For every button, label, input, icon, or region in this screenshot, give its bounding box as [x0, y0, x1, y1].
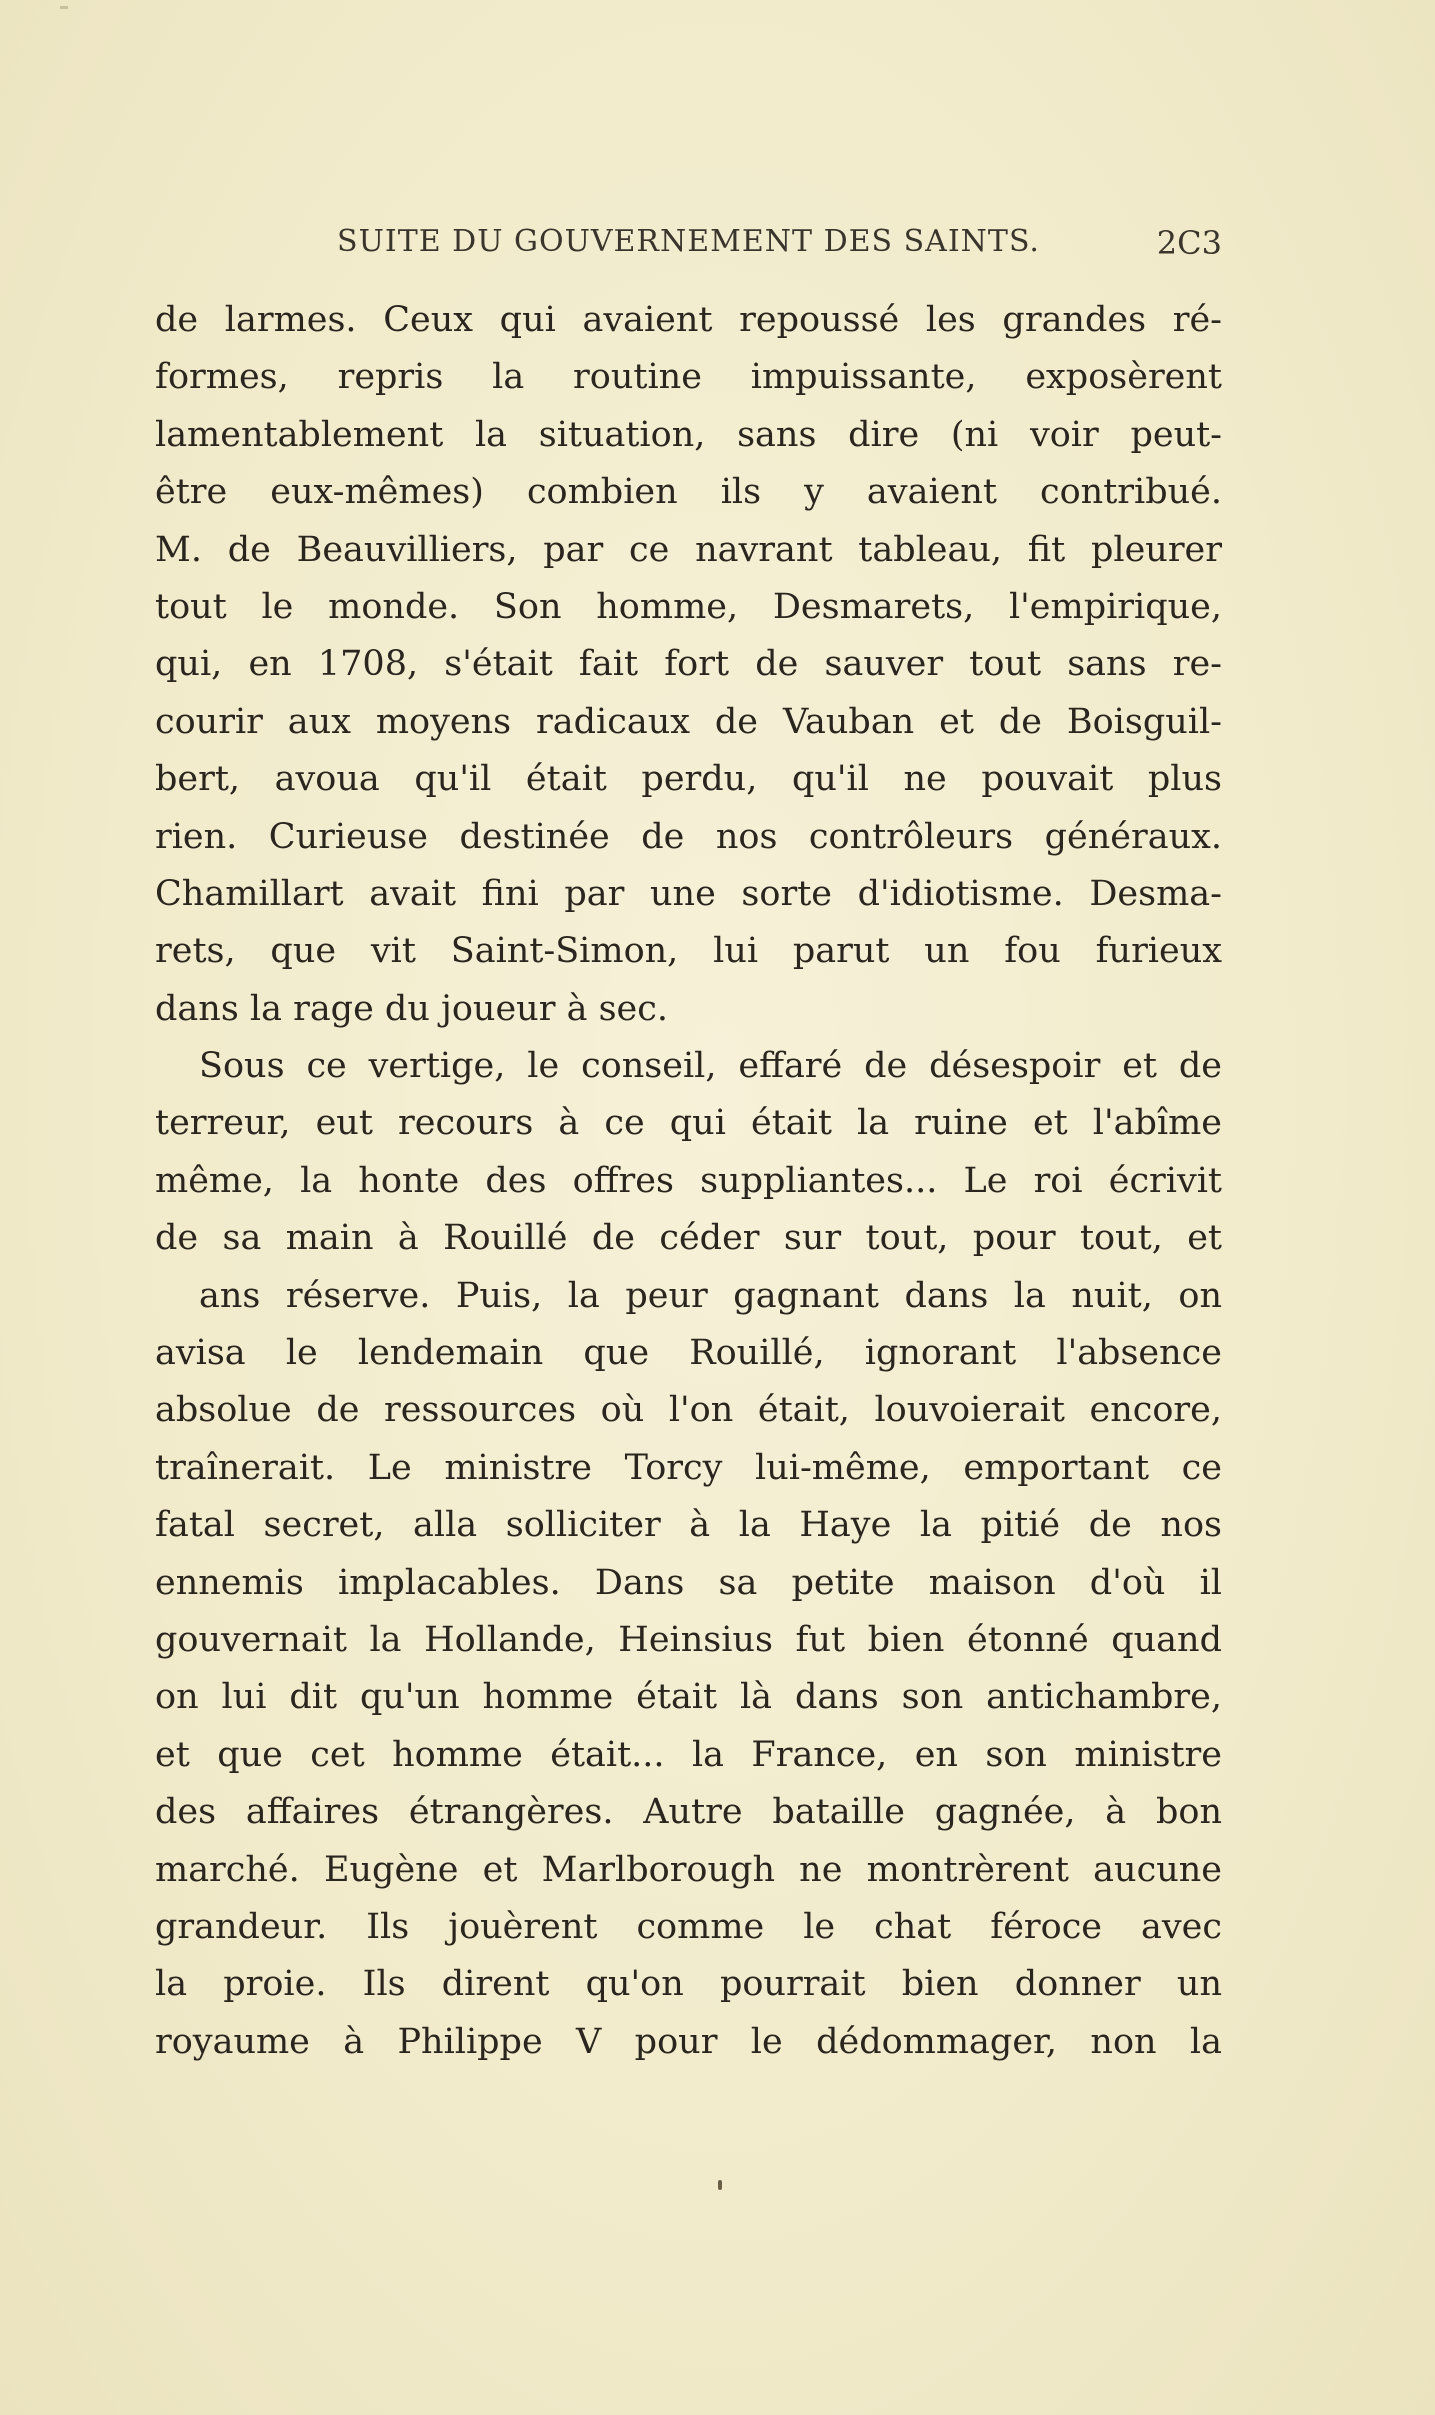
text-line: grandeur. Ils jouèrent comme le chat féroce avec: [155, 1906, 1222, 1947]
text-line: absolue de ressources où l'on était, louvoierait encore,: [155, 1390, 1222, 1431]
text-line: M. de Beauvilliers, par ce navrant tableau, fit pleurer: [155, 529, 1222, 570]
text-line: tout le monde. Son homme, Desmarets, l'empirique,: [155, 586, 1222, 627]
body-text: [155, 292, 1222, 2071]
text-line: fatal secret, alla solliciter à la Haye la pitié de nos: [155, 1505, 1222, 1546]
text-line: de larmes. Ceux qui avaient repoussé les grandes ré-: [155, 300, 1222, 340]
ink-mark: [718, 2180, 722, 2190]
text-line: Chamillart avait fini par une sorte d'idiotisme. Desma-: [155, 873, 1222, 914]
text-line: rets, que vit Saint-Simon, lui parut un fou furieux: [155, 931, 1222, 972]
text-line: lamentablement la situation, sans dire (ni voir peut-: [155, 414, 1222, 455]
text-line: ennemis implacables. Dans sa petite maison d'où il: [155, 1562, 1222, 1603]
text-line: terreur, eut recours à ce qui était la ruine et l'abîme: [155, 1103, 1222, 1144]
text-line: même, la honte des offres suppliantes... Le roi écrivit: [155, 1160, 1222, 1201]
paper-speck: [60, 6, 68, 9]
text-line: formes, repris la routine impuissante, exposèrent: [155, 357, 1222, 398]
text-line: de sa main à Rouillé de céder sur tout, pour tout, et: [155, 1218, 1222, 1259]
text-line: courir aux moyens radicaux de Vauban et de Boisguil-: [155, 701, 1222, 742]
text-line: royaume à Philippe V pour le dédommager, non la: [155, 2021, 1222, 2062]
text-line: traînerait. Le ministre Torcy lui-même, emportant ce: [155, 1447, 1222, 1488]
text-line: marché. Eugène et Marlborough ne montrèrent aucune: [155, 1849, 1222, 1890]
text-line: rien. Curieuse destinée de nos contrôleurs généraux.: [155, 816, 1222, 857]
text-line: on lui dit qu'un homme était là dans son antichambre,: [155, 1677, 1222, 1718]
text-line: des affaires étrangères. Autre bataille gagnée, à bon: [155, 1792, 1222, 1833]
text-line: bert, avoua qu'il était perdu, qu'il ne pouvait plus: [155, 759, 1222, 800]
page-header: [155, 224, 1222, 272]
text-line: et que cet homme était... la France, en son ministre: [155, 1734, 1222, 1775]
text-line: ans réserve. Puis, la peur gagnant dans la nuit, on: [199, 1275, 1222, 1316]
text-line: qui, en 1708, s'était fait fort de sauver tout sans re-: [155, 644, 1222, 685]
text-line: être eux-mêmes) combien ils y avaient contribué.: [155, 472, 1222, 513]
text-line: dans la rage du joueur à sec.: [155, 988, 668, 1029]
text-line: gouvernait la Hollande, Heinsius fut bien étonné quand: [155, 1619, 1222, 1660]
text-line: la proie. Ils dirent qu'on pourrait bien donner un: [155, 1964, 1222, 2005]
page-number: 2C3: [1156, 224, 1222, 262]
running-title: SUITE DU GOUVERNEMENT DES SAINTS.: [337, 224, 1040, 259]
text-line: avisa le lendemain que Rouillé, ignorant l'absence: [155, 1333, 1222, 1374]
text-line: Sous ce vertige, le conseil, effaré de désespoir et de: [199, 1046, 1222, 1087]
